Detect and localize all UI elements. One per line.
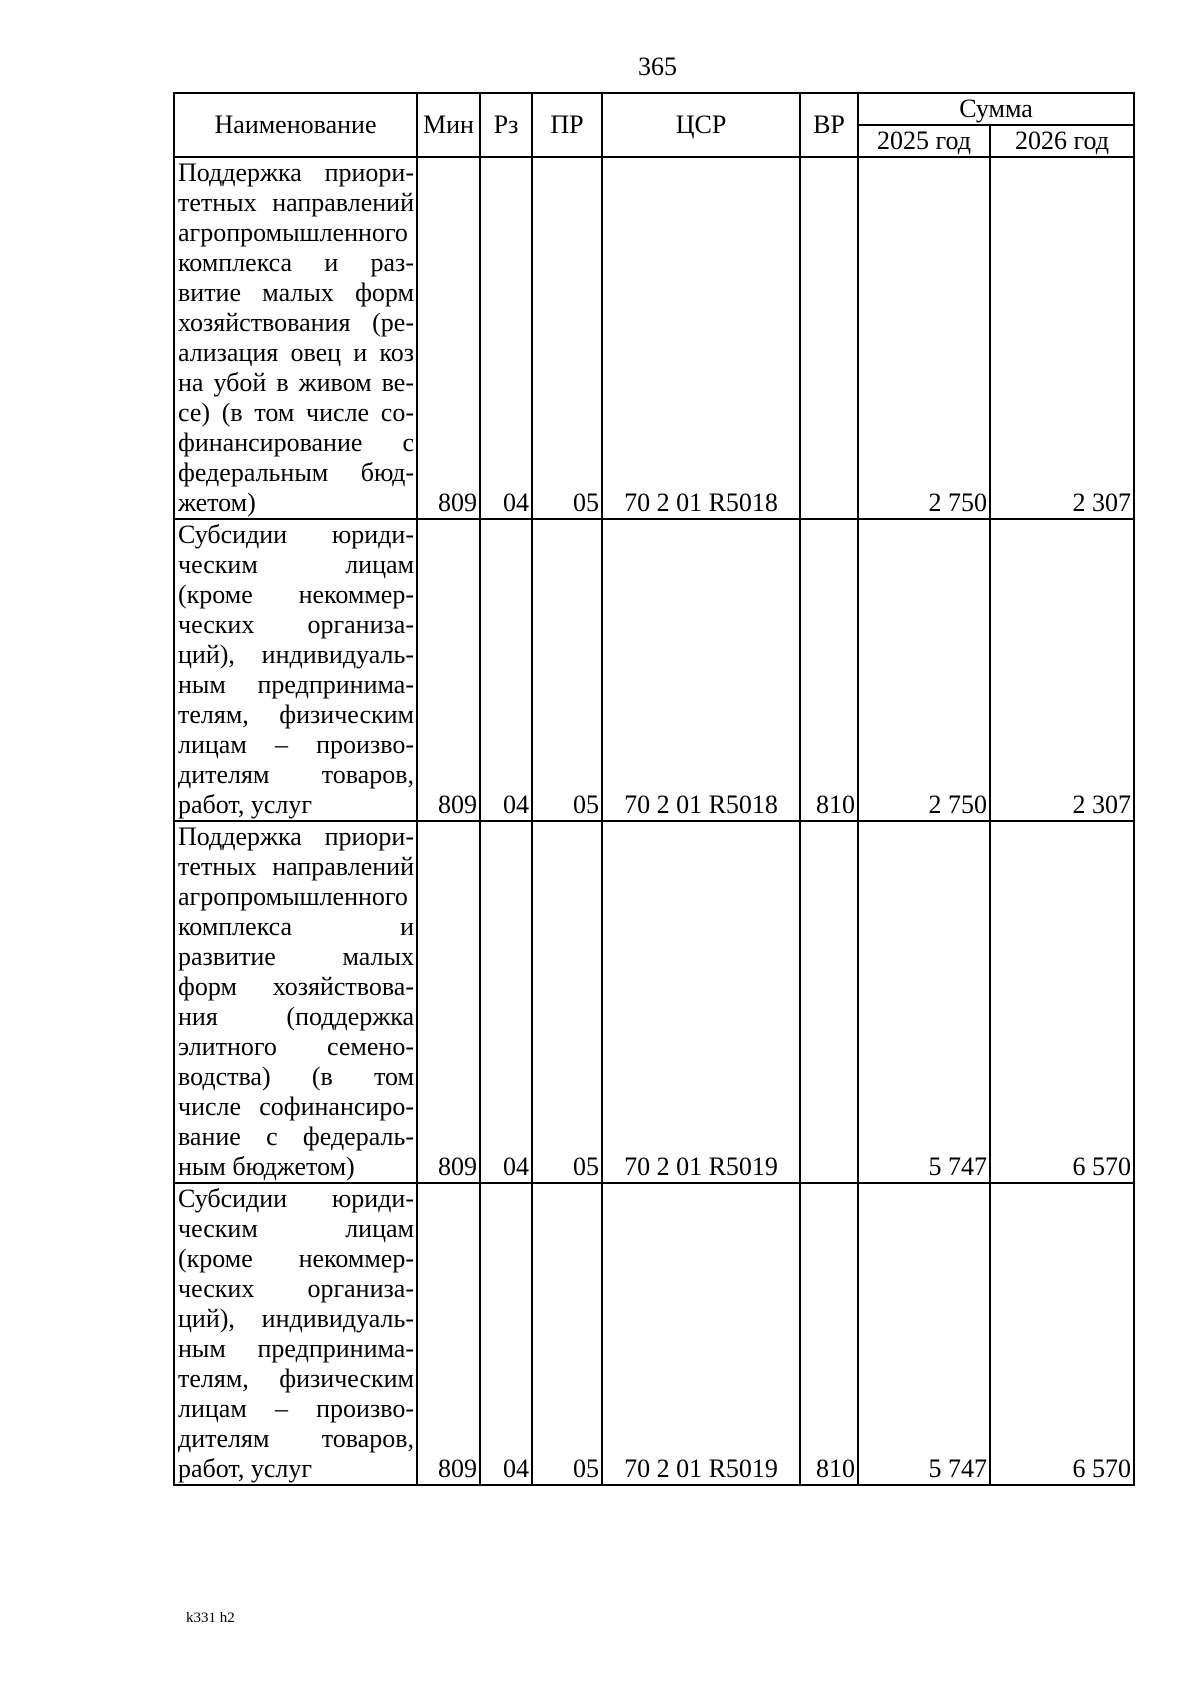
row-rz: 04 bbox=[480, 821, 532, 1183]
row-rz: 04 bbox=[480, 519, 532, 821]
row-min: 809 bbox=[417, 821, 480, 1183]
row-csr: 70 2 01 R5018 bbox=[602, 519, 800, 821]
page-number: 365 bbox=[638, 52, 677, 81]
row-sum-2026: 6 570 bbox=[990, 1183, 1134, 1485]
row-rz: 04 bbox=[480, 1183, 532, 1485]
header-csr: ЦСР bbox=[602, 93, 800, 157]
budget-table bbox=[173, 92, 1135, 1486]
row-csr: 70 2 01 R5019 bbox=[602, 1183, 800, 1485]
header-rz: Рз bbox=[480, 93, 532, 157]
row-sum-2026: 6 570 bbox=[990, 821, 1134, 1183]
row-sum-2025: 2 750 bbox=[858, 519, 990, 821]
row-rz: 04 bbox=[480, 157, 532, 519]
row-name: Поддержка приоритетных направлений агропромышленного комплекса и развитие малых форм хозяйствования (поддержка элитного семеноводства) (в том числе софинансирование с федеральным бюджетом) bbox=[174, 821, 417, 1183]
table-row bbox=[174, 157, 1134, 519]
header-name: Наименование bbox=[174, 93, 417, 157]
row-name: Субсидии юридическим лицам (кроме некоммерческих организаций), индивидуальным предпринимателям, физическим лицам – производителям товаров, работ, услуг bbox=[174, 519, 417, 821]
header-pr: ПР bbox=[532, 93, 602, 157]
row-name: Субсидии юридическим лицам (кроме некоммерческих организаций), индивидуальным предпринимателям, физическим лицам – производителям товаров, работ, услуг bbox=[174, 1183, 417, 1485]
header-vr: ВР bbox=[800, 93, 858, 157]
row-csr: 70 2 01 R5019 bbox=[602, 821, 800, 1183]
row-pr: 05 bbox=[532, 519, 602, 821]
row-sum-2025: 5 747 bbox=[858, 821, 990, 1183]
row-vr: 810 bbox=[800, 1183, 858, 1485]
row-pr: 05 bbox=[532, 157, 602, 519]
row-vr bbox=[800, 821, 858, 1183]
row-sum-2026: 2 307 bbox=[990, 519, 1134, 821]
row-vr bbox=[800, 157, 858, 519]
row-name: Поддержка приоритетных направлений агропромышленного комплекса и развитие малых форм хозяйствования (реализация овец и коз на убой в живом весе) (в том числе софинансирование с федеральным бюджетом) bbox=[174, 157, 417, 519]
row-min: 809 bbox=[417, 1183, 480, 1485]
row-sum-2025: 2 750 bbox=[858, 157, 990, 519]
row-min: 809 bbox=[417, 519, 480, 821]
row-min: 809 bbox=[417, 157, 480, 519]
table-row bbox=[174, 519, 1134, 821]
row-pr: 05 bbox=[532, 1183, 602, 1485]
row-sum-2026: 2 307 bbox=[990, 157, 1134, 519]
header-year-2026: 2026 год bbox=[990, 125, 1134, 157]
footer-code: k331 h2 bbox=[186, 1610, 235, 1626]
header-sum: Сумма bbox=[858, 93, 1134, 125]
header-year-2025: 2025 год bbox=[858, 125, 990, 157]
table-row bbox=[174, 1183, 1134, 1485]
header-min: Мин bbox=[417, 93, 480, 157]
row-csr: 70 2 01 R5018 bbox=[602, 157, 800, 519]
row-vr: 810 bbox=[800, 519, 858, 821]
table-row bbox=[174, 821, 1134, 1183]
row-pr: 05 bbox=[532, 821, 602, 1183]
row-sum-2025: 5 747 bbox=[858, 1183, 990, 1485]
